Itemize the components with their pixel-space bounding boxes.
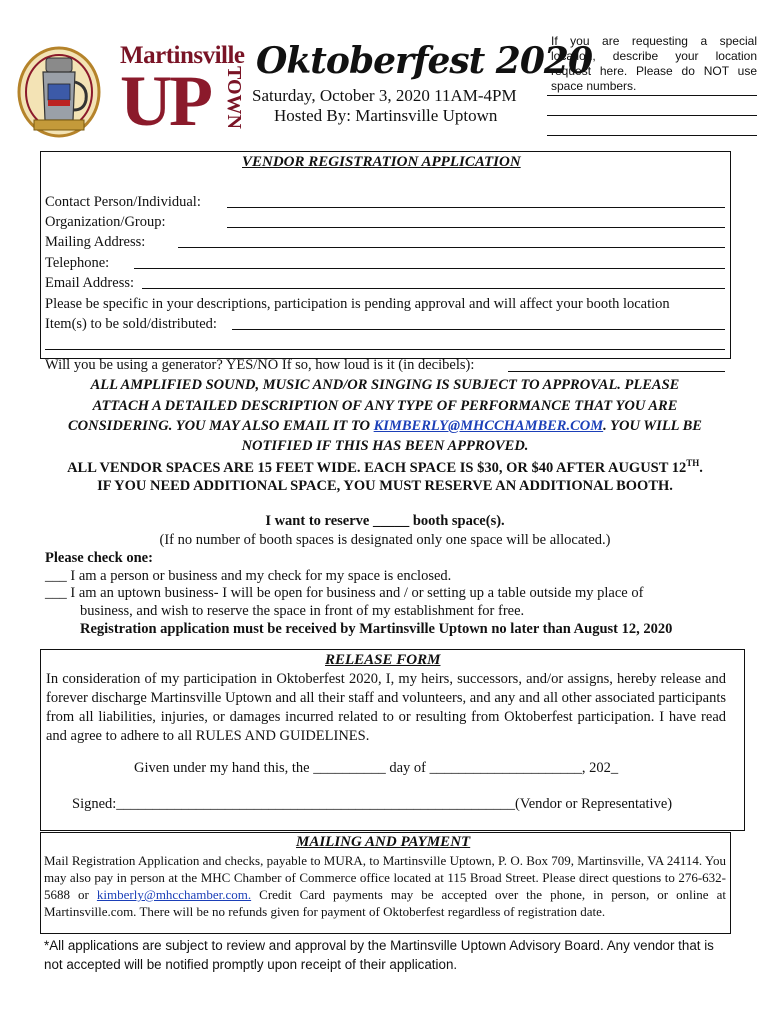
vendor-spaces-superscript: TH bbox=[686, 458, 700, 468]
release-form-title: RELEASE FORM bbox=[325, 652, 441, 668]
telephone-label: Telephone: bbox=[45, 255, 110, 271]
contact-field[interactable] bbox=[227, 207, 725, 208]
specific-description-note: Please be specific in your descriptions, participation is pending approval and will affect your booth location bbox=[45, 296, 670, 312]
reserve-booth-line: I want to reserve _____ booth space(s). bbox=[265, 513, 505, 529]
additional-space-notice: IF YOU NEED ADDITIONAL SPACE, YOU MUST RESERVE AN ADDITIONAL BOOTH. bbox=[97, 478, 673, 494]
amplified-notice-line-2: ATTACH A DETAILED DESCRIPTION OF ANY TYPE OF PERFORMANCE THAT YOU ARE bbox=[92, 398, 678, 414]
event-date: Saturday, October 3, 2020 11AM-4PM bbox=[252, 86, 517, 105]
email-field[interactable] bbox=[142, 288, 725, 289]
event-title: Oktoberfest 2020 bbox=[256, 40, 593, 82]
vendor-spaces-text: ALL VENDOR SPACES ARE 15 FEET WIDE. EACH SPACE IS $30, OR $40 AFTER AUGUST 12 bbox=[67, 459, 687, 476]
special-location-line-2[interactable] bbox=[547, 115, 757, 116]
mailing-payment-body bbox=[44, 852, 726, 920]
vendor-spaces-period: . bbox=[699, 459, 703, 476]
vendor-registration-title: VENDOR REGISTRATION APPLICATION bbox=[242, 154, 521, 170]
vendor-spaces-notice bbox=[0, 458, 770, 477]
mailing-email-link[interactable]: kimberly@mhcchamber.com. bbox=[96, 887, 252, 902]
amplified-notice-line-3 bbox=[0, 418, 770, 435]
contact-label: Contact Person/Individual: bbox=[45, 194, 201, 210]
amplified-notice-text-end: . YOU WILL BE bbox=[603, 418, 702, 434]
option-uptown-business[interactable]: ___ I am an uptown business- I will be open for business and / or setting up a table outside my place of bbox=[45, 585, 644, 601]
items-field-line-2[interactable] bbox=[45, 349, 725, 350]
signature-line[interactable]: Signed:_______________________________________________________(Vendor or Representative) bbox=[72, 796, 673, 812]
option-uptown-business-cont: business, and wish to reserve the space in front of my establishment for free. bbox=[80, 603, 525, 619]
option-check-enclosed[interactable]: ___ I am a person or business and my check for my space is enclosed. bbox=[45, 568, 452, 584]
logo-town-text: TOWN bbox=[223, 66, 245, 129]
generator-decibels-field[interactable] bbox=[508, 371, 725, 372]
release-form-body: In consideration of my participation in Oktoberfest 2020, I, my heirs, successors, and/or assigns, hereby release and forever discharge Martinsville Uptown and all their staff and volunteers, and any and all other associated participants from all liabilities, injuries, or damages incurred related to or resulting from Oktoberfest participation. I have read and agree to adhere to all RULES AND GUIDELINES. bbox=[46, 671, 726, 744]
email-label: Email Address: bbox=[45, 275, 135, 291]
items-label: Item(s) to be sold/distributed: bbox=[45, 316, 217, 332]
amplified-notice-line-4: NOTIFIED IF THIS HAS BEEN APPROVED. bbox=[241, 438, 529, 454]
items-field[interactable] bbox=[232, 329, 725, 330]
amplified-notice-text: CONSIDERING. YOU MAY ALSO EMAIL IT TO bbox=[68, 418, 371, 434]
mailing-address-label: Mailing Address: bbox=[45, 234, 146, 250]
martinsville-uptown-badge-logo bbox=[14, 36, 104, 140]
generator-label: Will you be using a generator? YES/NO If so, how loud is it (in decibels): bbox=[45, 357, 475, 373]
mailing-text-pre: Mail Registration Application and checks, payable to MURA, to Martinsville Uptown, P. O. Box 709, Martinsville, VA 24114. You may also pay in person at the MHC Chamber of Commerce office located at 115 Broad Street. Please direct questions to 276-632-5688 or bbox=[44, 853, 726, 902]
mailing-address-field[interactable] bbox=[178, 247, 725, 248]
logo-martinsville-text: Martinsville bbox=[120, 42, 245, 69]
amplified-notice-line-1: ALL AMPLIFIED SOUND, MUSIC AND/OR SINGING IS SUBJECT TO APPROVAL. PLEASE bbox=[90, 377, 680, 393]
registration-deadline: Registration application must be received by Martinsville Uptown no later than August 12, 2020 bbox=[80, 621, 673, 637]
organization-label: Organization/Group: bbox=[45, 214, 166, 230]
organization-field[interactable] bbox=[227, 227, 725, 228]
reserve-booth-note: (If no number of booth spaces is designated only one space will be allocated.) bbox=[159, 532, 611, 548]
telephone-field[interactable] bbox=[134, 268, 725, 269]
mailing-payment-title: MAILING AND PAYMENT bbox=[296, 834, 471, 850]
given-under-hand-line[interactable]: Given under my hand this, the __________ day of _____________________, 202_ bbox=[134, 760, 619, 776]
kimberly-email-link[interactable]: KIMBERLY@MHCCHAMBER.COM bbox=[373, 418, 604, 434]
logo-up-text: UP bbox=[120, 61, 210, 141]
please-check-one: Please check one: bbox=[45, 550, 153, 566]
special-location-line-1[interactable] bbox=[547, 95, 757, 96]
special-location-line-3[interactable] bbox=[547, 135, 757, 136]
mailing-text-post: Credit Card payments may be accepted over the phone, in person, or online at Martinsville.com. There will be no refunds given for payment of Oktoberfest regardless of registration date. bbox=[44, 887, 726, 919]
martinsville-uptown-wordmark bbox=[120, 42, 248, 141]
event-host: Hosted By: Martinsville Uptown bbox=[274, 106, 498, 125]
special-location-note: If you are requesting a special location, describe your location request here. Please do NOT use space numbers. bbox=[551, 34, 757, 93]
review-approval-footer: *All applications are subject to review and approval by the Martinsville Uptown Advisory Board. Any vendor that is not accepted will be notified promptly upon receipt of their application. bbox=[44, 938, 714, 972]
